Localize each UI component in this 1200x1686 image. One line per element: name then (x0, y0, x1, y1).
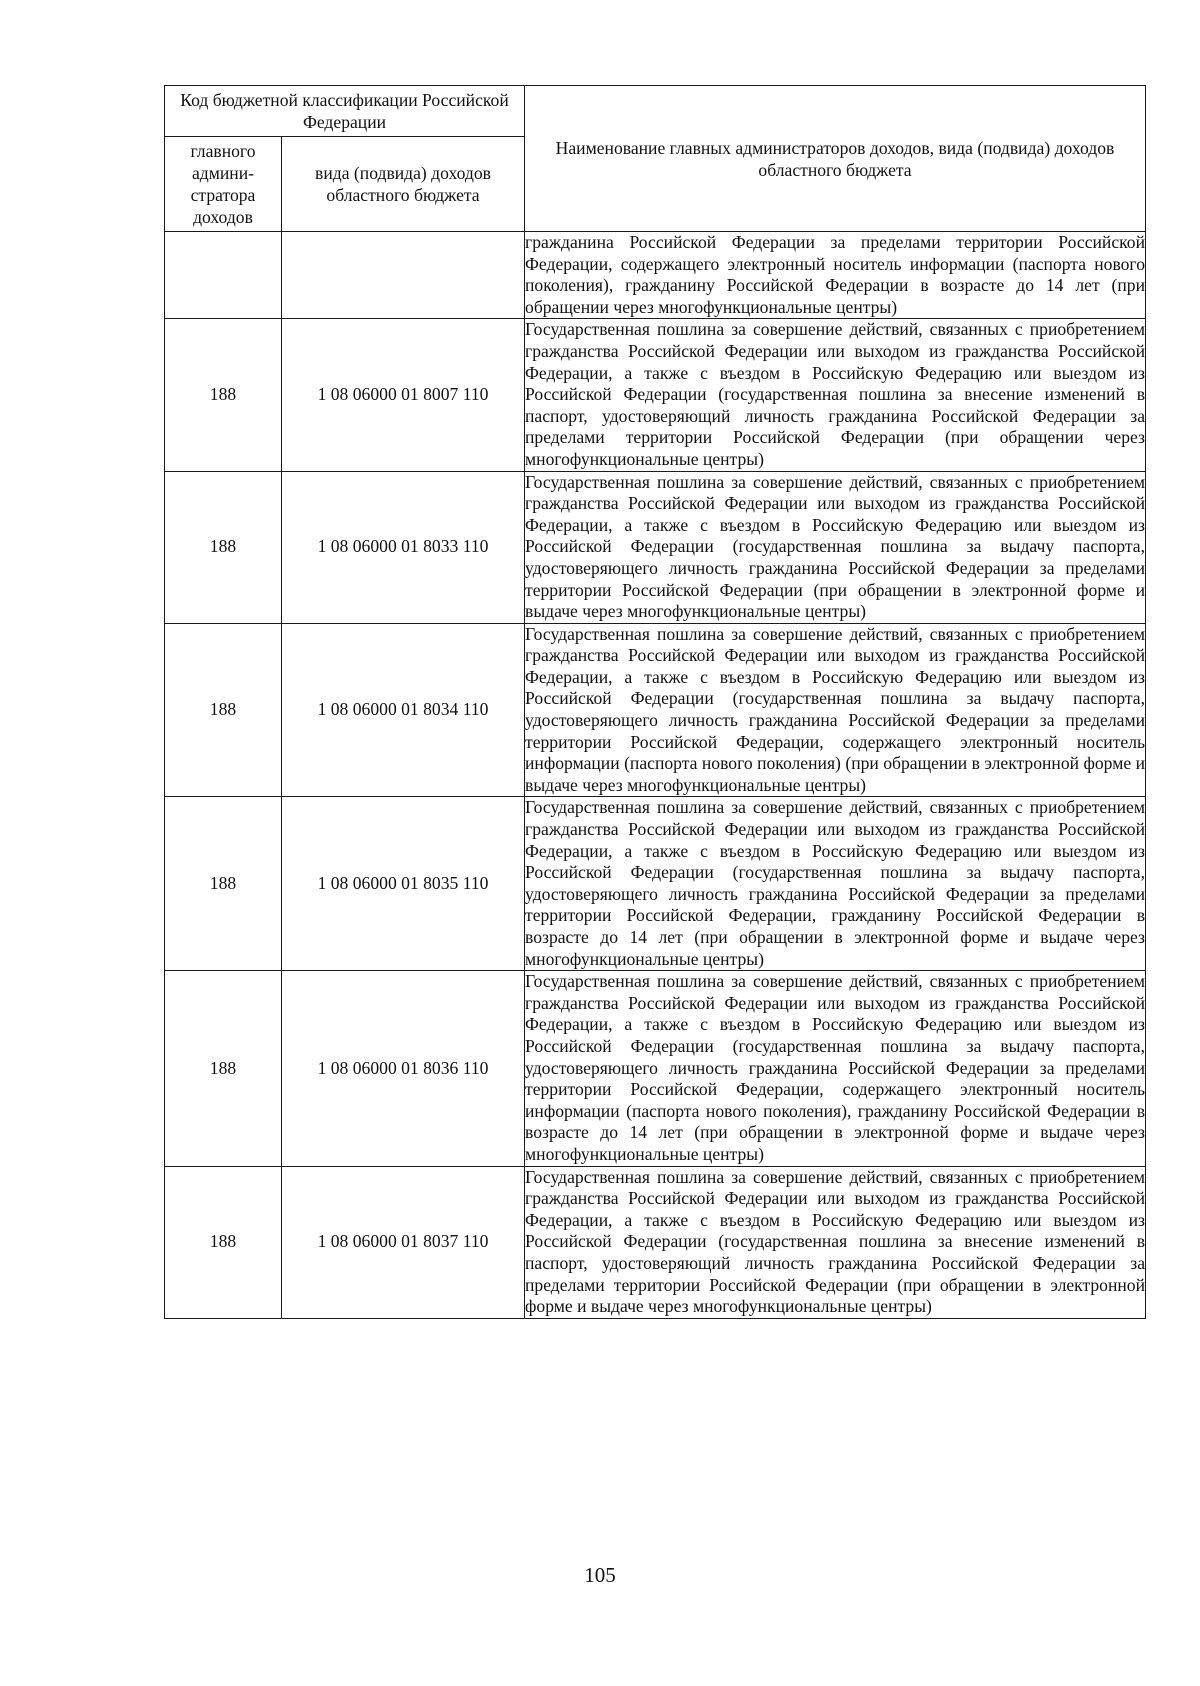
table-row (165, 971, 1146, 1166)
income-code-cell: 1 08 06000 01 8036 110 (282, 971, 525, 1166)
table-header (165, 86, 1146, 232)
admin-code-cell: 188 (165, 319, 282, 471)
income-type-column-header: вида (подвида) доходов областного бюджета (282, 137, 525, 232)
header-row-top (165, 86, 1146, 137)
name-column-header: Наименование главных администраторов доходов, вида (подвида) доходов областного бюджета (525, 86, 1146, 232)
table-row (165, 319, 1146, 471)
table-row (165, 471, 1146, 623)
budget-code-group-header: Код бюджетной классификации Российской Федерации (165, 86, 525, 137)
income-code-cell: 1 08 06000 01 8035 110 (282, 797, 525, 971)
admin-code-cell: 188 (165, 623, 282, 797)
income-code-cell: 1 08 06000 01 8033 110 (282, 471, 525, 623)
income-name-cell: Государственная пошлина за совершение действий, связанных с приобретением гражданства Российской Федерации или выходом из гражданства Российской Федерации, а также с въездом в Российскую Федерацию или выездом из Российской Федерации (государственная пошлина за внесение изменений в паспорт, удостоверяющий личность гражданина Российской Федерации за пределами территории Российской Федерации (при обращении через многофункциональные центры) (525, 319, 1146, 471)
table-row (165, 797, 1146, 971)
income-name-cell: Государственная пошлина за совершение действий, связанных с приобретением гражданства Российской Федерации или выходом из гражданства Российской Федерации, а также с въездом в Российскую Федерацию или выездом из Российской Федерации (государственная пошлина за внесение изменений в паспорт, удостоверяющий личность гражданина Российской Федерации за пределами территории Российской Федерации (при обращении в электронной форме и выдаче через многофункциональные центры) (525, 1166, 1146, 1318)
income-name-cell: Государственная пошлина за совершение действий, связанных с приобретением гражданства Российской Федерации или выходом из гражданства Российской Федерации, а также с въездом в Российскую Федерацию или выездом из Российской Федерации (государственная пошлина за выдачу паспорта, удостоверяющего личность гражданина Российской Федерации за пределами территории Российской Федерации, содержащего электронный носитель информации (паспорта нового поколения), гражданину Российской Федерации в возрасте до 14 лет (при обращении в электронной форме и выдаче через многофункциональные центры) (525, 971, 1146, 1166)
table-row (165, 1166, 1146, 1318)
table-row (165, 232, 1146, 319)
admin-code-cell: 188 (165, 797, 282, 971)
table-row (165, 623, 1146, 797)
income-code-cell: 1 08 06000 01 8007 110 (282, 319, 525, 471)
income-name-cell: Государственная пошлина за совершение действий, связанных с приобретением гражданства Российской Федерации или выходом из гражданства Российской Федерации, а также с въездом в Российскую Федерацию или выездом из Российской Федерации (государственная пошлина за выдачу паспорта, удостоверяющего личность гражданина Российской Федерации за пределами территории Российской Федерации, содержащего электронный носитель информации (паспорта нового поколения) (при обращении в электронной форме и выдаче через многофункциональные центры) (525, 623, 1146, 797)
admin-code-cell: 188 (165, 471, 282, 623)
admin-column-header: главного админи-стратора доходов (165, 137, 282, 232)
income-name-cell: Государственная пошлина за совершение действий, связанных с приобретением гражданства Российской Федерации или выходом из гражданства Российской Федерации, а также с въездом в Российскую Федерацию или выездом из Российской Федерации (государственная пошлина за выдачу паспорта, удостоверяющего личность гражданина Российской Федерации за пределами территории Российской Федерации (при обращении в электронной форме и выдаче через многофункциональные центры) (525, 471, 1146, 623)
income-name-cell: гражданина Российской Федерации за пределами территории Российской Федерации, содержащего электронный носитель информации (паспорта нового поколения), гражданину Российской Федерации в возрасте до 14 лет (при обращении через многофункциональные центры) (525, 232, 1146, 319)
income-code-cell: 1 08 06000 01 8037 110 (282, 1166, 525, 1318)
budget-classification-table (164, 85, 1146, 1319)
admin-code-cell: 188 (165, 971, 282, 1166)
table-body (165, 232, 1146, 1319)
income-name-cell: Государственная пошлина за совершение действий, связанных с приобретением гражданства Российской Федерации или выходом из гражданства Российской Федерации, а также с въездом в Российскую Федерацию или выездом из Российской Федерации (государственная пошлина за выдачу паспорта, удостоверяющего личность гражданина Российской Федерации за пределами территории Российской Федерации, гражданину Российской Федерации в возрасте до 14 лет (при обращении в электронной форме и выдаче через многофункциональные центры) (525, 797, 1146, 971)
page-number: 105 (584, 1563, 616, 1587)
admin-code-cell (165, 232, 282, 319)
admin-code-cell: 188 (165, 1166, 282, 1318)
income-code-cell (282, 232, 525, 319)
income-code-cell: 1 08 06000 01 8034 110 (282, 623, 525, 797)
